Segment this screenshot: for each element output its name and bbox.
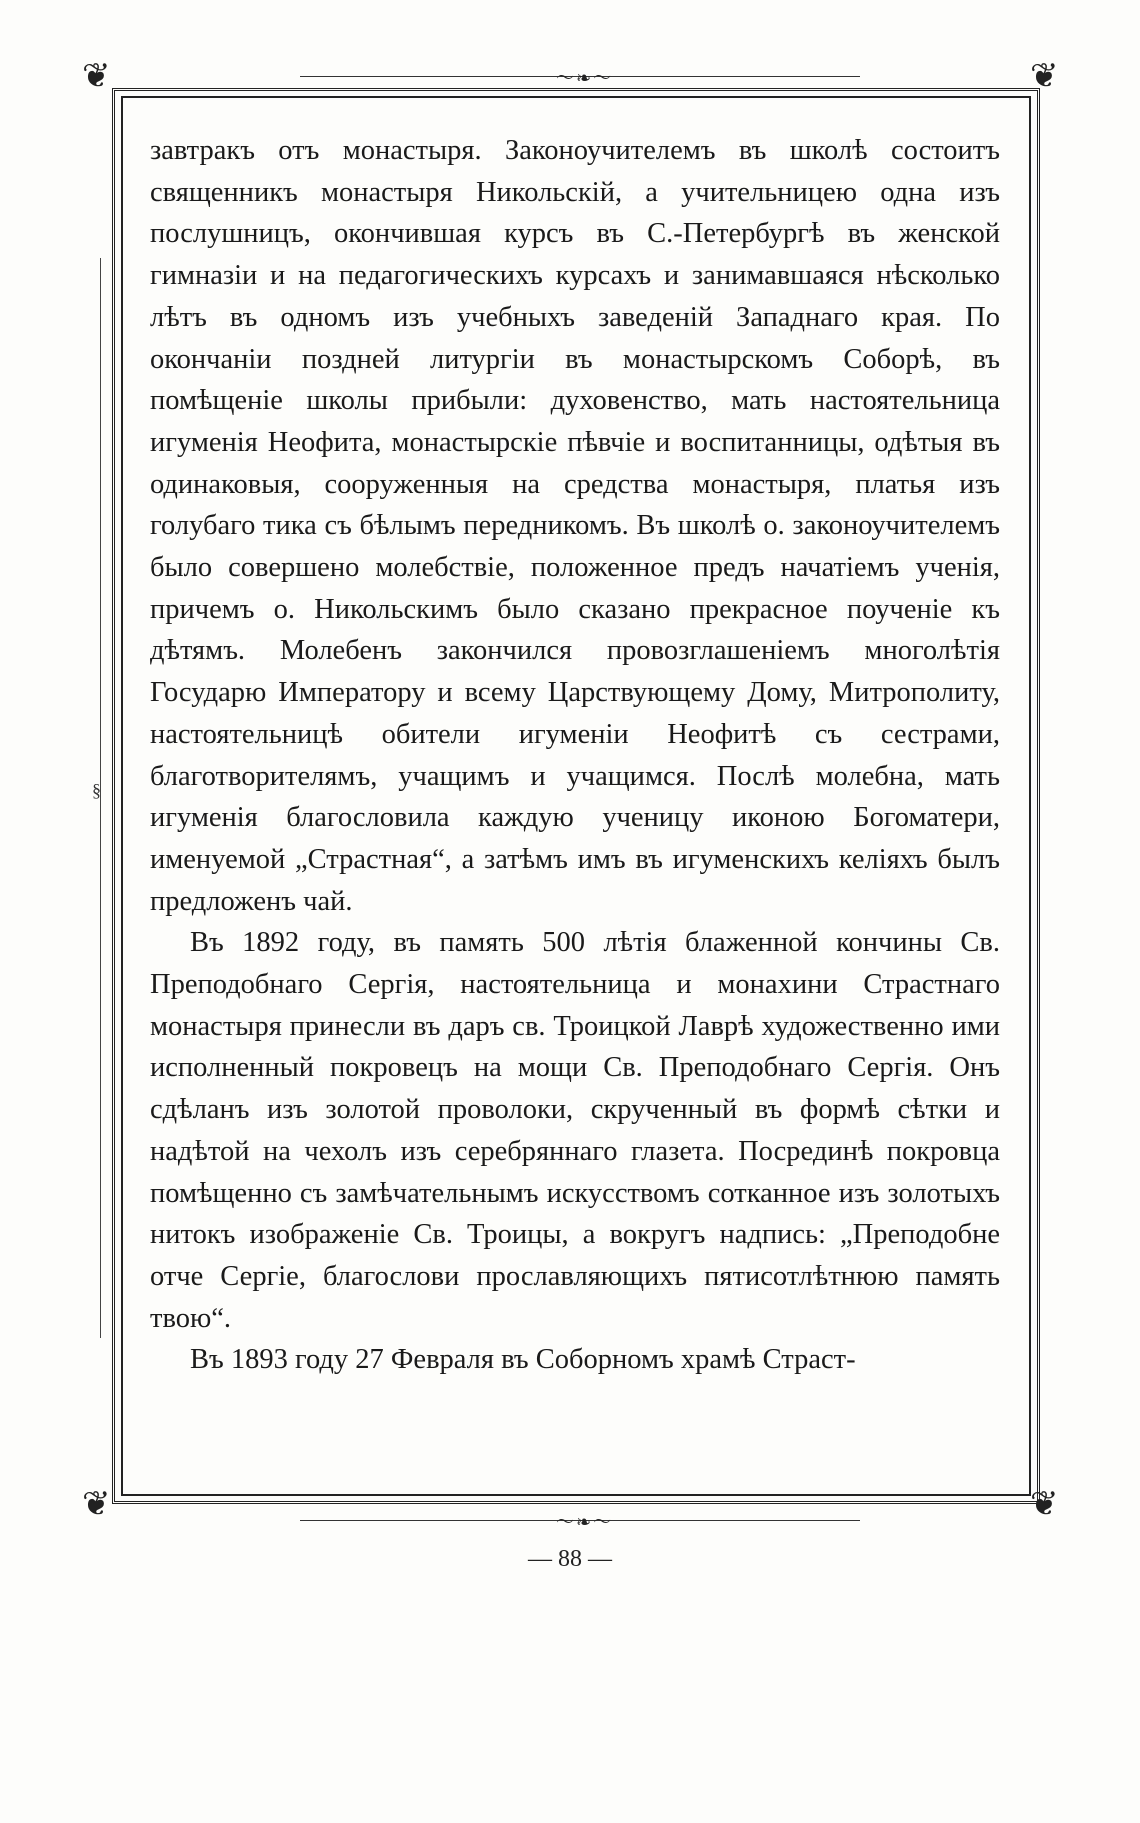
- side-ornament-icon: §: [92, 780, 101, 800]
- corner-ornament-icon: ❦: [1030, 58, 1059, 95]
- body-text: [150, 130, 1000, 1381]
- paragraph-1: завтракъ отъ монастыря. Законоучителемъ въ школѣ состоитъ священникъ монастыря Никольскій, а учительницею одна изъ послушницъ, окончившая курсъ въ С.-Петербургѣ въ женской гимназіи и на педагогическихъ курсахъ и занимавшаяся нѣсколько лѣтъ въ одномъ изъ учебныхъ заведеній Западнаго края. По окончаніи поздней литургіи въ монастырскомъ Соборѣ, въ помѣщеніе школы прибыли: духовенство, мать настоятельница игуменія Неофита, монастырскіе пѣвчіе и воспитанницы, одѣтыя въ одинаковыя, сооруженныя на средства монастыря, платья изъ голубаго тика съ бѣлымъ передникомъ. Въ школѣ о. законоучителемъ было совершено молебствіе, положенное предъ начатіемъ ученія, причемъ о. Никольскимъ было сказано прекрасное поученіе къ дѣтямъ. Молебенъ закончился провозглашеніемъ многолѣтія Государю Императору и всему Царствующему Дому, Митрополиту, настоятельницѣ обители игуменіи Неофитѣ съ сестрами, благотворителямъ, учащимъ и учащимся. Послѣ молебна, мать игуменія благословила каждую ученицу иконою Богоматери, именуемой „Страстная“, а затѣмъ имъ въ игуменскихъ келіяхъ былъ предложенъ чай.: [150, 135, 1000, 917]
- paragraph-3: Въ 1893 году 27 Февраля въ Соборномъ храмѣ Страст-: [190, 1344, 856, 1376]
- page-number: — 88 —: [528, 1546, 612, 1572]
- corner-ornament-icon: ❦: [82, 58, 111, 95]
- top-ornament-icon: 〜❧〜: [556, 68, 614, 88]
- corner-ornament-icon: ❦: [1030, 1486, 1059, 1523]
- bottom-ornament-icon: 〜❧〜: [556, 1512, 614, 1532]
- paragraph-2: Въ 1892 году, въ память 500 лѣтія блаженной кончины Св. Преподобнаго Сергія, настоятельница и монахини Страстнаго монастыря принесли въ даръ св. Троицкой Лаврѣ художественно ими исполненный покровецъ на мощи Св. Преподобнаго Сергія. Онъ сдѣланъ изъ золотой проволоки, скрученный въ формѣ сѣтки и надѣтой на чехолъ изъ серебряннаго глазета. Посрединѣ покровца помѣщенно съ замѣчательнымъ искусствомъ сотканное изъ золотыхъ нитокъ изображеніе Св. Троицы, а вокругъ надпись: „Преподобне отче Сергіе, благослови прославляющихъ пятисотлѣтнюю память твою“.: [150, 927, 1000, 1334]
- corner-ornament-icon: ❦: [82, 1486, 111, 1523]
